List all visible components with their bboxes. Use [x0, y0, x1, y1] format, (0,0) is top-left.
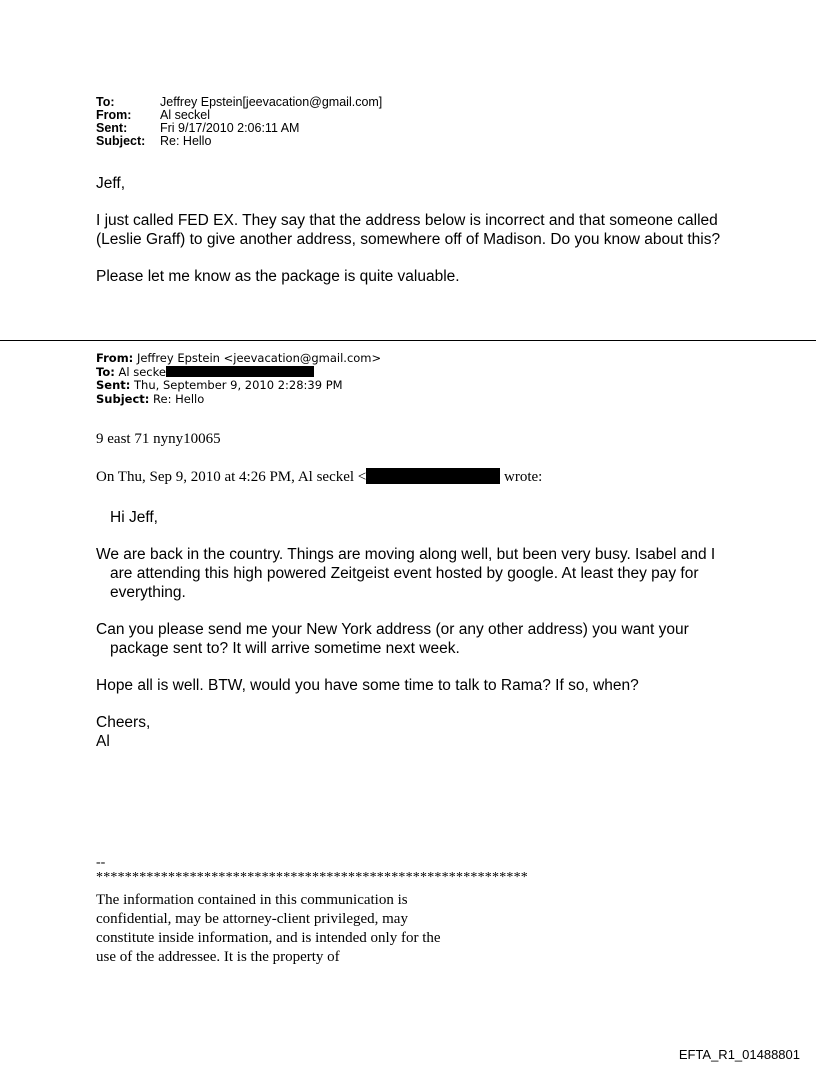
to-label: To: — [96, 95, 115, 109]
reply-from-label: From: — [96, 351, 134, 365]
reply-sent-label: Sent: — [96, 378, 131, 392]
subject-value: Re: Hello — [160, 134, 212, 148]
redaction-bar — [166, 366, 314, 377]
reply-sent-row — [96, 379, 381, 393]
from-label: From: — [96, 108, 132, 122]
reply-from-row — [96, 352, 381, 366]
reply-subject-row — [96, 393, 381, 407]
quote-intro-end: wrote: — [504, 469, 543, 485]
reply-address: 9 east 71 nyny10065 — [96, 431, 221, 447]
email-header — [96, 96, 382, 148]
quoted-closing: Cheers, — [96, 714, 151, 731]
disclaimer-text: The information contained in this communication is confidential, may be attorney-client privileged, may constitute inside information, and is intended only for the use of the addressee. It is the property of — [96, 892, 441, 965]
reply-subject-value: Re: Hello — [153, 391, 205, 406]
document-id: EFTA_R1_01488801 — [678, 1047, 800, 1062]
reply-sent-value: Thu, September 9, 2010 2:28:39 PM — [134, 378, 343, 392]
quote-intro-start: On Thu, Sep 9, 2010 at 4:26 PM, Al seckel < — [96, 469, 367, 485]
quoted-greeting: Hi Jeff, — [110, 509, 158, 526]
quoted-message — [96, 508, 736, 769]
divider — [0, 340, 816, 341]
from-value: Al seckel — [160, 108, 211, 122]
header-to-row — [96, 96, 382, 109]
subject-label: Subject: — [96, 134, 146, 148]
asterisk-line: ************************************************************ — [96, 870, 528, 885]
quoted-paragraph-2: Can you please send me your New York address (or any other address) you want your package sent to? It will arrive sometime next week. — [96, 621, 689, 657]
reply-to-value: Al secke — [118, 364, 166, 379]
signature-separator: -- — [96, 855, 106, 870]
quoted-paragraph-1: We are back in the country. Things are moving along well, but been very busy. Isabel and I are attending this high powered Zeitgeist event hosted by google. At least they pay for everything. — [96, 546, 716, 601]
reply-to-row — [96, 366, 381, 380]
sent-label: Sent: — [96, 121, 128, 135]
reply-to-label: To: — [96, 364, 115, 379]
message-greeting: Jeff, — [96, 175, 126, 192]
reply-from-value: Jeffrey Epstein <jeevacation@gmail.com> — [136, 351, 382, 365]
message-paragraph-2: Please let me know as the package is quite valuable. — [96, 268, 460, 285]
message-body — [96, 174, 736, 304]
sent-value: Fri 9/17/2010 2:06:11 AM — [160, 121, 300, 135]
redaction-bar — [366, 468, 500, 484]
reply-subject-label: Subject: — [96, 391, 150, 406]
quoted-paragraph-3: Hope all is well. BTW, would you have some time to talk to Rama? If so, when? — [96, 677, 639, 694]
header-subject-row — [96, 135, 382, 148]
message-paragraph-1: I just called FED EX. They say that the address below is incorrect and that someone called (Leslie Graff) to give another address, somewhere off of Madison. Do you know about this? — [96, 212, 721, 248]
quote-intro — [96, 468, 542, 486]
reply-header — [96, 352, 381, 406]
to-value: Jeffrey Epstein[jeevacation@gmail.com] — [160, 95, 383, 109]
quoted-signature: Al — [96, 733, 110, 750]
